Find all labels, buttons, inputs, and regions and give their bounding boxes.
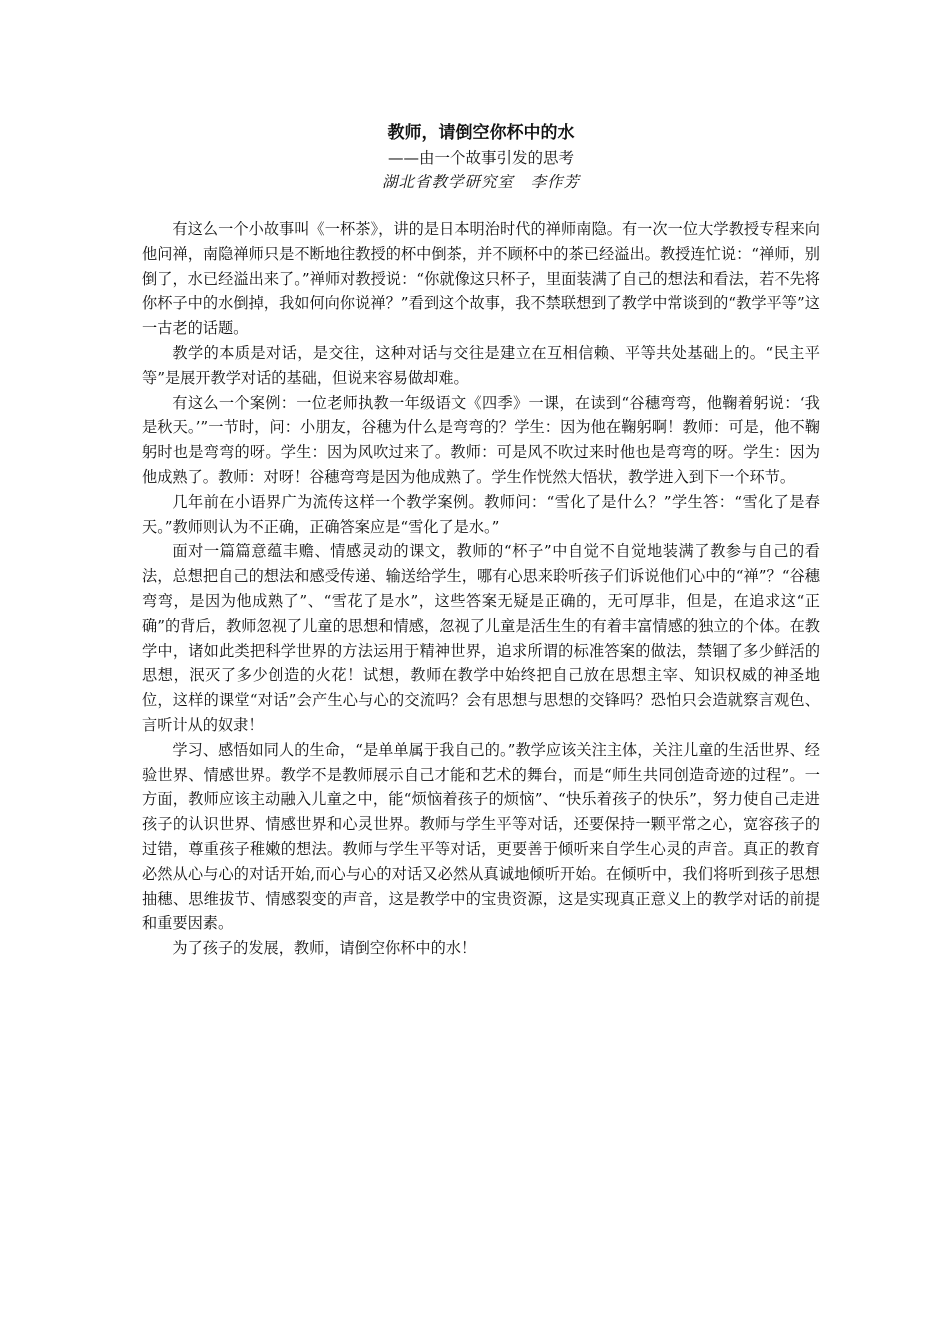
document-subtitle: ——由一个故事引发的思考 (387, 149, 574, 167)
document-page (142, 120, 820, 961)
author-line: 湖北省教学研究室 李作芳 (381, 173, 580, 191)
paragraph-3: 有这么一个案例：一位老师执教一年级语文《四季》一课，在读到“谷穗弯弯，他鞠着躬说：‘我是秋天。’”一节时，问：小朋友，谷穗为什么是弯弯的？学生：因为他在鞠躬啊！教师：可是，他不鞠躬时也是弯弯的呀。学生：因为风吹过来了。教师：可是风不吹过来时他也是弯弯的呀。学生：因为他成熟了。教师：对呀！谷穗弯弯是因为他成熟了。学生作恍然大悟状，教学进入到下一个环节。 (142, 393, 820, 486)
paragraph-2: 教学的本质是对话，是交往，这种对话与交往是建立在互相信赖、平等共处基础上的。“民主平等”是展开教学对话的基础，但说来容易做却难。 (142, 343, 820, 387)
paragraph-6: 学习、感悟如同人的生命，“是单单属于我自己的。”教学应该关注主体，关注儿童的生活世界、经验世界、情感世界。教学不是教师展示自己才能和艺术的舞台，而是“师生共同创造奇迹的过程”。一方面，教师应该主动融入儿童之中，能“烦恼着孩子的烦恼”、“快乐着孩子的快乐”，努力使自己走进孩子的认识世界、情感世界和心灵世界。教师与学生平等对话，还要保持一颗平常之心，宽容孩子的过错，尊重孩子稚嫩的想法。教师与学生平等对话，更要善于倾听来自学生心灵的声音。真正的教育必然从心与心的对话开始,而心与心的对话又必然从真诚地倾听开始。在倾听中，我们将听到孩子思想抽穗、思维拔节、情感裂变的声音，这是教学中的宝贵资源，这是实现真正意义上的教学对话的前提和重要因素。 (142, 740, 820, 933)
document-header (142, 120, 820, 195)
paragraph-4: 几年前在小语界广为流传这样一个教学案例。教师问：“雪化了是什么？”学生答：“雪化了是春天。”教师则认为不正确，正确答案应是“雪化了是水。” (142, 492, 820, 536)
paragraph-7: 为了孩子的发展，教师，请倒空你杯中的水！ (172, 939, 477, 958)
document-title: 教师，请倒空你杯中的水 (387, 123, 575, 143)
paragraph-1: 有这么一个小故事叫《一杯茶》，讲的是日本明治时代的禅师南隐。有一次一位大学教授专程来向他问禅，南隐禅师只是不断地往教授的杯中倒茶，并不顾杯中的茶已经溢出。教授连忙说：“禅师，别倒了，水已经溢出来了。”禅师对教授说：“你就像这只杯子，里面装满了自己的想法和看法，若不先将你杯子中的水倒掉，我如何向你说禅？”看到这个故事，我不禁联想到了教学中常谈到的“教学平等”这一古老的话题。 (142, 220, 820, 338)
paragraph-5: 面对一篇篇意蕴丰赡、情感灵动的课文，教师的“杯子”中自觉不自觉地装满了教参与自己的看法，总想把自己的想法和感受传递、输送给学生，哪有心思来聆听孩子们诉说他们心中的“禅”？“谷穗弯弯，是因为他成熟了”、“雪花了是水”，这些答案无疑是正确的，无可厚非，但是，在追求这“正确”的背后，教师忽视了儿童的思想和情感，忽视了儿童是活生生的有着丰富情感的独立的个体。在教学中，诸如此类把科学世界的方法运用于精神世界，追求所谓的标准答案的做法，禁锢了多少鲜活的思想，泯灭了多少创造的火花！试想，教师在教学中始终把自己放在思想主宰、知识权威的神圣地位，这样的课堂“对话”会产生心与心的交流吗？会有思想与思想的交锋吗？恐怕只会造就察言观色、言听计从的奴隶！ (142, 542, 820, 734)
document-body (142, 217, 820, 961)
